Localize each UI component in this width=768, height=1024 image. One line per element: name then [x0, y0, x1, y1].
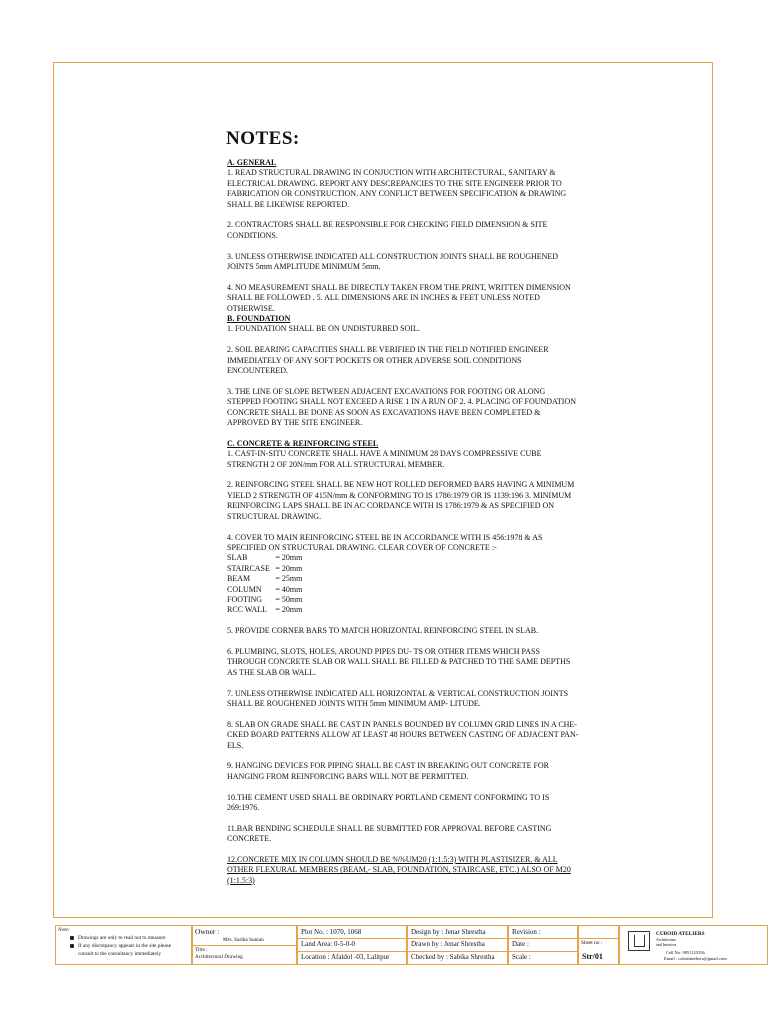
title-block-notes-cell: [55, 925, 192, 965]
general-note-1: 1. READ STRUCTURAL DRAWING IN CONJUCTION WITH ARCHITECTURAL, SANITARY & ELECTRICAL DRAWING. REPORT ANY DESCREPANCIES TO THE SITE ENGINEER PRIOR TO FABRICATION OR CONSTRUCTION. ANY CONFLICT BETWEEN SPECIFICATION & DRAWING SHALL BE LIKEWISE REPORTED.: [227, 167, 567, 209]
title-label: Title :: [195, 947, 208, 953]
date-label: Date :: [512, 940, 529, 948]
bullet-icon: [70, 944, 74, 948]
concrete-note-2: 2. REINFORCING STEEL SHALL BE NEW HOT ROLLED DEFORMED BARS HAVING A MINIMUM YIELD 2 STRENGTH OF 415N/mm & CONFORMING TO IS 1786:1979 OR IS 1139:196 3. MINIMUM REINFORCING LAPS SHALL BE IN AC CORDANCE WITH IS 1786:1979 & AS SPECIFIED ON STRUCTURAL DRAWING.: [227, 479, 575, 521]
note-line-1: Drawings are only to read not to measure: [70, 935, 166, 941]
concrete-note-8: 8. SLAB ON GRADE SHALL BE CAST IN PANELS BOUNDED BY COLUMN GRID LINES IN A CHE-CKED BOARD PATTERNS ALLOW AT LEAST 48 HOURS BETWEEN CASTING OF ADJACENT PAN-ELS.: [227, 718, 579, 750]
cover-value: = 50mm: [275, 593, 303, 604]
cover-member: COLUMN: [227, 583, 262, 594]
concrete-note-4: 4. COVER TO MAIN REINFORCING STEEL BE IN ACCORDANCE WITH IS 456:1978 & AS SPECIFIED ON STRUCTURAL DRAWING. CLEAR COVER OF CONCRETE :-: [227, 531, 543, 552]
design-by: Design by : Jenar Shrestha: [411, 928, 486, 936]
company-email: Email : cuboidateliers@gmail.com: [664, 956, 727, 961]
concrete-note-5: 5. PROVIDE CORNER BARS TO MATCH HORIZONTAL REINFORCING STEEL IN SLAB.: [227, 625, 539, 636]
title-block-sheet-cell: [578, 925, 619, 965]
sheet-no: Str/01: [582, 952, 603, 961]
company-phone: Cell No. 9851125356: [666, 950, 705, 955]
general-note-3: 3. UNLESS OTHERWISE INDICATED ALL CONSTRUCTION JOINTS SHALL BE ROUGHENED JOINTS 5mm AMPLITUDE MINIMUM 5mm.: [227, 250, 559, 272]
title-block-plot-cell: [297, 925, 407, 965]
cover-value: = 40mm: [275, 583, 303, 594]
concrete-note-1: 1. CAST-IN-SITU CONCRETE SHALL HAVE A MINIMUM 28 DAYS COMPRESSIVE CUBE STRENGTH 2 OF 20N/mm FOR ALL STRUCTURAL MEMBER.: [227, 448, 542, 469]
title-block-revision-cell: [508, 925, 578, 965]
note-line-2: If any discrepancy appears in the site please: [70, 943, 171, 949]
cover-member: SLAB: [227, 552, 248, 563]
note-label: Note:: [58, 927, 70, 933]
cover-row-staircase: [227, 563, 579, 573]
title-block-credits-cell: [407, 925, 508, 965]
company-name: CUBOID ATELIERS: [656, 931, 705, 937]
concrete-note-11: 11.BAR BENDING SCHEDULE SHALL BE SUBMITTED FOR APPROVAL BEFORE CASTING CONCRETE.: [227, 822, 552, 844]
cover-row-beam: [227, 573, 579, 583]
concrete-note-6: 6. PLUMBING, SLOTS, HOLES, AROUND PIPES DU- TS OR OTHER ITEMS WHICH PASS THROUGH CONCRETE SLAB OR WALL SHALL BE FILLED & PATCHED TO THE SAME DEPTHS AS THE SLAB OR WALL.: [227, 645, 571, 677]
checked-by: Checked by : Sabika Shrestha: [411, 953, 495, 961]
concrete-heading: C. CONCRETE & REINFORCING STEEL: [227, 437, 379, 448]
cover-value: = 20mm: [275, 562, 303, 573]
concrete-note-9: 9. HANGING DEVICES FOR PIPING SHALL BE CAST IN BREAKING OUT CONCRETE FOR HANGING FROM REINFORCING BARS WILL NOT BE PERMITTED.: [227, 760, 549, 781]
sheet-no-label: Sheet no :: [581, 940, 603, 946]
cover-value: = 20mm: [275, 604, 303, 615]
general-heading: A. GENERAL: [227, 157, 277, 167]
notes-title: NOTES:: [226, 128, 300, 149]
company-tagline: Architecture and Interiors: [656, 937, 677, 947]
location: Location : Afaldol -03, Lalitpur: [301, 953, 390, 961]
bullet-icon: [70, 936, 74, 940]
note-line-3: consult to the consultancy immediately: [78, 951, 161, 957]
scale-label: Scale :: [512, 953, 531, 961]
revision-label: Revision :: [512, 928, 541, 936]
cover-member: RCC WALL: [227, 604, 268, 615]
plot-no: Plot No. : 1070, 1068: [301, 928, 362, 936]
cover-row-slab: [227, 552, 579, 562]
notes-body: [227, 157, 579, 885]
cover-row-footing: [227, 594, 579, 604]
cover-member: STAIRCASE: [227, 562, 270, 573]
general-note-2: 2. CONTRACTORS SHALL BE RESPONSIBLE FOR CHECKING FIELD DIMENSION & SITE CONDITIONS.: [227, 219, 548, 240]
concrete-note-10: 10.THE CEMENT USED SHALL BE ORDINARY PORTLAND CEMENT CONFORMING TO IS 269:1976.: [227, 791, 550, 812]
cover-value: = 20mm: [275, 552, 303, 563]
owner-label: Owner :: [195, 927, 220, 936]
cover-row-rcc-wall: [227, 604, 579, 614]
owner-name: Mrs. Sarika Sunian: [223, 937, 264, 943]
cover-value: = 25mm: [275, 573, 303, 584]
foundation-heading: B. FOUNDATION: [227, 313, 291, 324]
concrete-note-7: 7. UNLESS OTHERWISE INDICATED ALL HORIZONTAL & VERTICAL CONSTRUCTION JOINTS SHALL BE ROUGHENED JOINTS WITH 5mm MINIMUM AMP- LITUDE.: [227, 687, 569, 708]
land-area: Land Area: 0-5-0-0: [301, 940, 356, 948]
foundation-note-1: 1. FOUNDATION SHALL BE ON UNDISTURBED SOIL.: [227, 323, 420, 334]
company-logo-icon: [628, 931, 650, 951]
concrete-note-12: 12.CONCRETE MIX IN COLUMN SHOULD BE %%UM20 (1:1.5:3) WITH PLASTISIZER. & ALL OTHER FLEXURAL MEMBERS (BEAM,- SLAB, FOUNDATION, STAIRCASE, ETC.) ALSO OF M20 (1:1.5:3): [227, 853, 571, 885]
cover-row-column: [227, 584, 579, 594]
title-block-owner-cell: [192, 925, 297, 965]
title-value: Architectural Drawing: [195, 954, 243, 960]
foundation-note-2: 2. SOIL BEARING CAPACITIES SHALL BE VERIFIED IN THE FIELD NOTIFIED ENGINEER IMMEDIATELY OF ANY SOFT POCKETS OR OTHER ADVERSE SOIL CONDITIONS ENCOUNTERED.: [227, 344, 549, 376]
foundation-note-3: 3. THE LINE OF SLOPE BETWEEN ADJACENT EXCAVATIONS FOR FOOTING OR ALONG STEPPED FOOTING SHALL NOT EXCEED A RISE 1 IN A RUN OF 2. 4. PLACING OF FOUNDATION CONCRETE SHALL BE DONE AS SOON AS EXCAVATIONS HAVE BEEN COMPLETED & APPROVED BY THE SITE ENGINEER.: [227, 385, 577, 428]
cover-member: FOOTING: [227, 593, 263, 604]
drawn-by: Drawn by : Jenar Shrestha: [411, 940, 485, 948]
cover-member: BEAM: [227, 573, 251, 584]
general-note-4: 4. NO MEASUREMENT SHALL BE DIRECTLY TAKEN FROM THE PRINT, WRITTEN DIMENSION SHALL BE FOLLOWED . 5. ALL DIMENSIONS ARE IN INCHES & FEET UNLESS NOTED OTHERWISE.: [227, 281, 571, 313]
